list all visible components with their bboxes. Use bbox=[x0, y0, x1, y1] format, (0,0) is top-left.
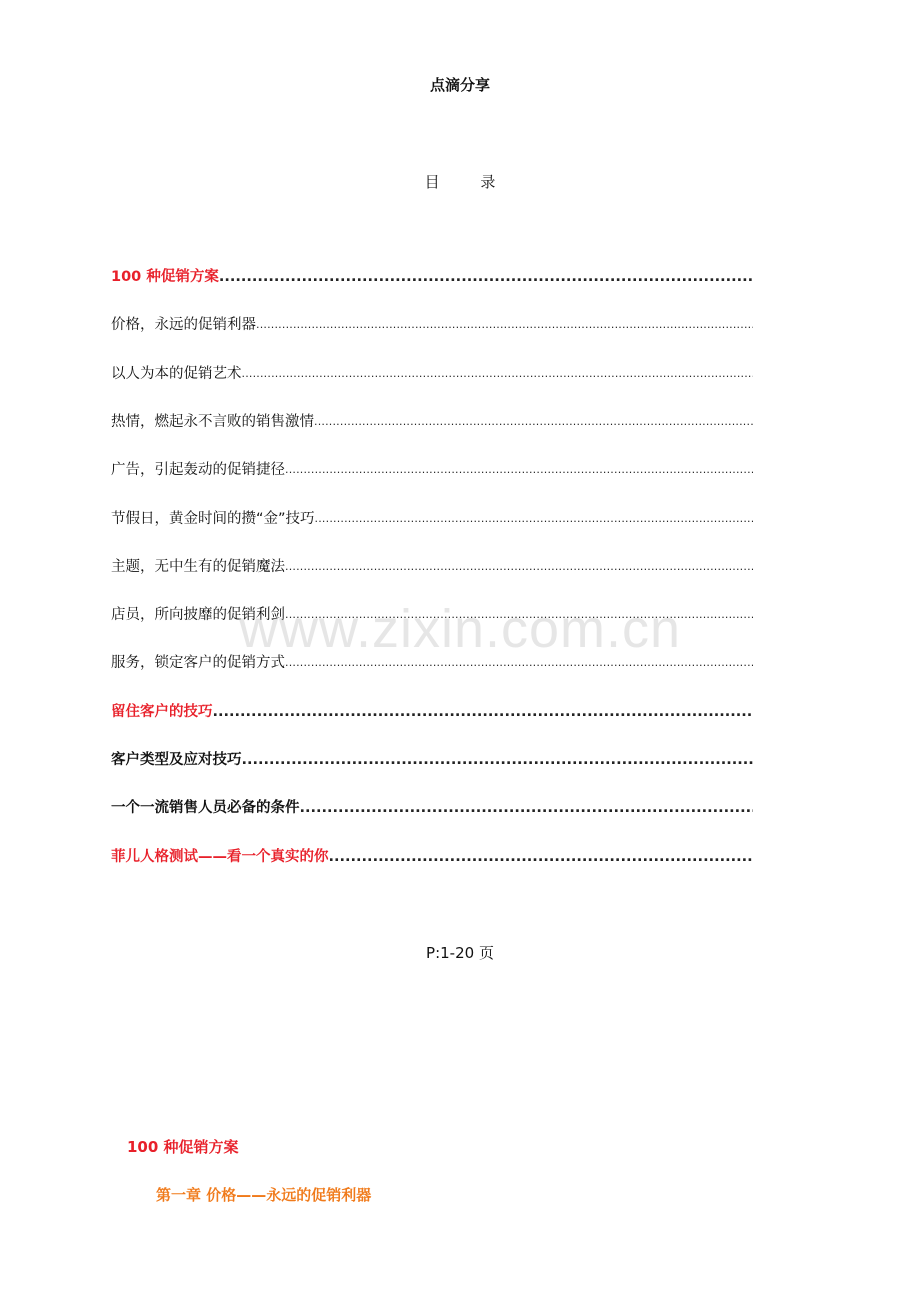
toc-dot-leader bbox=[315, 504, 753, 534]
toc-dot-leader bbox=[300, 793, 754, 823]
toc-entry-label: 价格，永远的促销利器 bbox=[111, 317, 256, 334]
section-title: 100 种促销方案 bbox=[127, 1138, 239, 1156]
toc-entry-label: 热情，燃起永不言败的销售激情 bbox=[111, 413, 314, 430]
chapter-title: 第一章 价格——永远的促销利器 bbox=[156, 1186, 372, 1204]
document-header-title: 点滴分享 bbox=[429, 76, 490, 94]
toc-entry bbox=[111, 407, 753, 437]
page-range: P:1-20 页 bbox=[426, 944, 494, 962]
toc-entry-label: 节假日，黄金时间的攒“金”技巧 bbox=[111, 510, 315, 527]
toc-entry-label: 店员，所向披靡的促销利剑 bbox=[111, 607, 285, 624]
watermark: www.zixin.com.cn bbox=[238, 599, 682, 659]
toc-entry-label: 一个一流销售人员必备的条件 bbox=[111, 800, 300, 817]
toc-entry bbox=[111, 793, 753, 823]
toc-entry bbox=[111, 552, 753, 582]
toc-entry bbox=[111, 745, 753, 775]
toc-dot-leader bbox=[256, 310, 753, 340]
toc-entry-label: 留住客户的技巧 bbox=[111, 703, 213, 720]
toc-entry bbox=[111, 504, 753, 534]
toc-entry bbox=[111, 310, 753, 340]
toc-entry-label: 主题，无中生有的促销魔法 bbox=[111, 558, 285, 575]
toc-dot-leader bbox=[242, 359, 754, 389]
toc-dot-leader bbox=[285, 552, 753, 582]
toc-dot-leader bbox=[219, 262, 753, 292]
toc-entry-label: 服务，锁定客户的促销方式 bbox=[111, 655, 285, 672]
toc-entry bbox=[111, 455, 753, 485]
toc-dot-leader bbox=[242, 745, 754, 775]
toc-entry bbox=[111, 262, 753, 292]
toc-entry-label: 菲儿人格测试——看一个真实的你 bbox=[111, 848, 329, 865]
toc-dot-leader bbox=[213, 697, 754, 727]
toc-entry-label: 100 种促销方案 bbox=[111, 269, 219, 285]
toc-dot-leader bbox=[285, 455, 753, 485]
toc-entry-label: 客户类型及应对技巧 bbox=[111, 752, 242, 768]
toc-entry-label: 以人为本的促销艺术 bbox=[111, 365, 242, 382]
toc-heading: 目 录 bbox=[424, 173, 514, 191]
toc-dot-leader bbox=[314, 407, 753, 437]
toc-entry bbox=[111, 697, 753, 727]
toc-dot-leader bbox=[329, 842, 754, 872]
toc-entry bbox=[111, 842, 753, 872]
toc-entry-label: 广告，引起轰动的促销捷径 bbox=[111, 462, 285, 479]
toc-entry bbox=[111, 359, 753, 389]
